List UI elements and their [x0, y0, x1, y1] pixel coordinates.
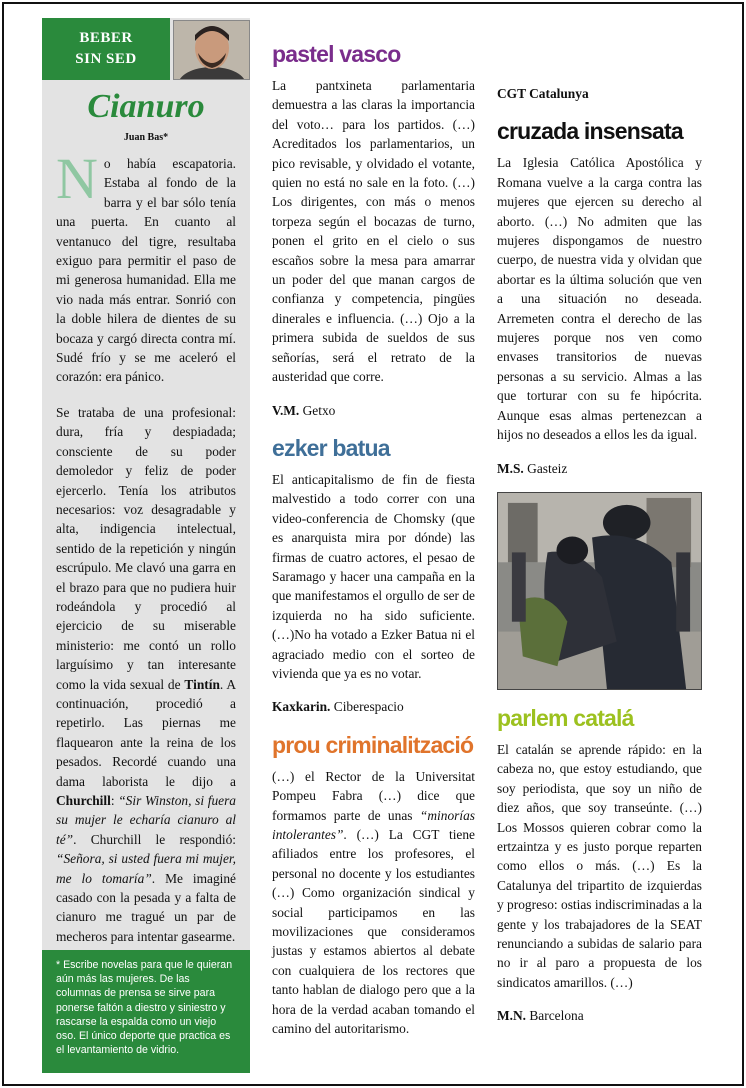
- letter-signature: [272, 697, 475, 716]
- column-quote: “Sir Winston, si fuera su mujer le echaría cianuro al té”: [56, 793, 236, 847]
- signature-name: M.S.: [497, 460, 524, 476]
- letter-body-parlem-catala: El catalán se aprende rápido: en la cabeza no, que estoy estudiando, que soy periodista, que soy un niño de diez años, que soy transeúnte. (…) Los Mossos quieren cobrar como la ertzaintza y es justo porque reparten como ellos o más. (…) Es la Catalunya del tripartito de izquierdas y progreso: ostias indiscriminadas a la gente y los trabajadores de la SEAT renunciando a subidas de salario para no ir al paro a propuesta de los sindicatos amarillos. (…): [497, 741, 702, 990]
- column-text-segment: . Me imaginé casado con la pesada y a falta de cianuro me tragué un par de mecheros para intentar gasearme.: [56, 870, 236, 944]
- signature-name: Kaxkarin.: [272, 699, 331, 715]
- letter-signature: [497, 84, 702, 103]
- news-photo: [497, 492, 702, 690]
- signature-name: CGT Catalunya: [497, 86, 589, 101]
- column-quote: “Señora, si usted fuera mi mujer, me lo tomaría”: [56, 851, 236, 886]
- letter-quote: “minorías intolerantes”: [272, 807, 475, 842]
- column-paragraph-1-text: o había escapatoria. Estaba al fondo de la barra y el bar sólo tenía una puerta. En cuanto al ventanuco del tigre, resultaba exiguo para permitir el paso de mi generosa humanidad. Ella me vio nada más entrar. Sonrió con la doble hilera de dientes de su bocaza y cargó directa contra mí. Sudé frío y se me aceleró el corazón: era pánico.: [56, 156, 236, 385]
- letters-column-middle: [272, 40, 475, 1038]
- letter-headline-cruzada-insensata: cruzada insensata: [497, 118, 683, 145]
- letter-signature: [497, 459, 702, 478]
- letter-signature: [497, 1006, 702, 1025]
- letter-signature: [272, 401, 475, 420]
- column-author: Juan Bas*: [123, 132, 169, 143]
- drop-cap: N: [56, 146, 98, 211]
- letter-headline-parlem-catala: parlem catalá: [497, 704, 634, 731]
- signature-name: M.N.: [497, 1008, 527, 1024]
- opinion-column: [42, 18, 250, 1073]
- letter-body-ezker-batua: El anticapitalismo de fin de fiesta malvestido a todo correr con una video-conferencia de Chomsky (que es anarquista mira por dónde) las firmas de cuatro actores, el pesao de Saramago y hacer una campaña en la que manifestamos el orgullo de ser de izquierda no ha sido suficiente. (…)No ha votado a Ezker Batua ni el agraciado medio con el sorteo de vivienda que ya es no votar.: [272, 471, 475, 681]
- signature-place: Getxo: [302, 402, 336, 418]
- letter-headline-prou-criminalitzacio: prou criminalització: [272, 731, 474, 758]
- section-label-line-1: BEBER: [79, 30, 133, 46]
- column-text-segment: . Churchill le respondió:: [73, 831, 236, 847]
- section-label: [42, 18, 170, 80]
- letter-body-cruzada-insensata: La Iglesia Católica Apostólica y Romana vuelve a la carga contra las mujeres que ejercen su derecho al aborto. (…) No admiten que las mujeres dispongamos de nuestro cuerpo, de nuestra vida y olvidan que abortar es la última solución que ven a una situación no deseada. Arremeten contra el derecho de las mujeres porque nos ven como envases transitorios de nuevas personas a su servicio. Almas a las que torturar con su fe hipócrita. Aunque esas almas pertenezcan a hijos no deseados a ellos les da igual.: [497, 155, 702, 443]
- signature-place: Gasteiz: [527, 460, 568, 476]
- author-bio: * Escribe novelas para que le quieran aún más las mujeres. De las columnas de prensa se sirve para ponerse faltón a diestro y siniestro y rascarse la espalda como un viejo oso. El único deporte que practica es el levantamiento de vidrio.: [42, 950, 250, 1073]
- column-paragraph-1: [56, 146, 236, 387]
- section-label-line-2: SIN SED: [75, 51, 137, 67]
- letter-text-segment: . (…) La CGT tiene afiliados entre los profesores, el personal no docente y los estudiantes (…) Como organización sindical y social participamos en las movilizaciones que consideramos justas y estamos abiertos al debate con cualquiera de los rectores que tanto hablan de dialogo pero que a la hora de la verdad acaban tomando el camino del autoritarismo.: [272, 827, 475, 1037]
- signature-name: V.M.: [272, 402, 300, 418]
- letters-column-right: [497, 38, 702, 1040]
- column-text-segment: . A continuación, procedió a repetirlo. Las piernas me flaquearon ante la reina de los pesados. Recordé cuando una dama laborista le dijo a: [56, 676, 236, 789]
- signature-place: Barcelona: [529, 1008, 584, 1024]
- letter-headline-ezker-batua: ezker batua: [272, 434, 390, 461]
- letter-body-pastel-vasco: La pantxineta parlamentaria demuestra a las claras la importancia del voto… para los partidos. (…) Acreditados los parlamentarios, un pico revisable, y olvidado el votante, quien no está no sale en la foto. (…) Los dirigentes, con más o menos torpeza según el bocazas de turno, ponen el grito en el cielo o sus escaños sobre la mesa para amarrar un poder del que manan cargos de confianza y competencia, pingües dinerales e influencia. (…) Ojo a la primera subida de sueldos de sus señorías, será el retrato de la austeridad que corre.: [272, 78, 475, 385]
- column-title: Cianuro: [87, 88, 205, 125]
- author-portrait: [173, 20, 250, 80]
- column-text-segment: :: [110, 793, 115, 808]
- column-body: [56, 146, 236, 962]
- column-text-bold: Tintín: [184, 676, 220, 692]
- author-portrait-graphic: [174, 21, 250, 80]
- column-text-bold: Churchill: [56, 793, 111, 808]
- column-text-segment: Se trataba de una profesional: dura, fría y despiadada; consciente de su poder demoledor y feliz de poder ejercerlo. Tenía los atributos necesarios: voz desagradable y alta, indigencia intelectual, sentido de la repetición y ningún escrúpulo. Me clavó una garra en el brazo para que no pudiera huir rodeándola y procedió al ejercicio de su miserable ministerio: me contó un rollo larguísimo y tan interesante como la vida sexual de: [56, 404, 236, 692]
- letter-body-prou-criminalitzacio: [272, 767, 475, 1039]
- signature-place: Ciberespacio: [333, 699, 404, 715]
- letter-text-segment: (…) el Rector de la Universitat Pompeu Fabra (…) dice que formamos parte de unas: [272, 768, 475, 823]
- column-paragraph-2: [56, 403, 236, 946]
- letter-headline-pastel-vasco: pastel vasco: [272, 41, 401, 67]
